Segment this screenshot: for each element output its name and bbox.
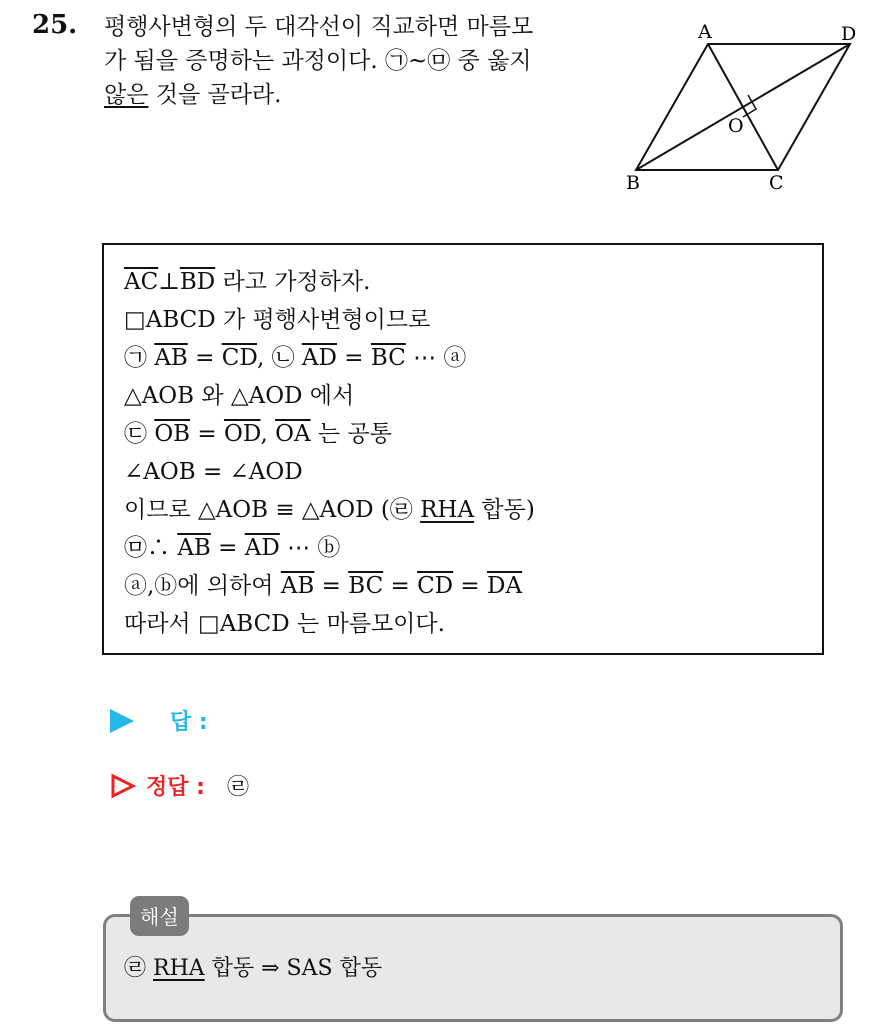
proof-box	[102, 243, 824, 655]
proof-line-4: △AOB 와 △AOD 에서	[124, 383, 355, 409]
proof-text: 이므로 △AOB ≡ △AOD (㉣	[124, 497, 421, 523]
proof-text: ⋯ ⓐ	[405, 345, 467, 371]
correct-answer-row	[110, 770, 249, 801]
question-text	[104, 10, 604, 112]
segment-od: $\overline{OD}$	[223, 421, 261, 447]
proof-text: 는 공통	[310, 421, 392, 447]
proof-text: ,	[260, 421, 276, 447]
segment-ab: $\overline{AB}$	[177, 535, 211, 561]
correct-answer-value: ㉣	[226, 775, 249, 800]
proof-text: =	[187, 345, 222, 371]
proof-text: =	[383, 573, 418, 599]
segment-ad: $\overline{AD}$	[244, 535, 280, 561]
question-line-3-rest: 것을 골라라.	[148, 82, 282, 108]
segment-bd: $\overline{BD}$	[179, 269, 216, 295]
answer-label: 답 :	[170, 710, 208, 735]
proof-line-10: 따라서 □ABCD 는 마름모이다.	[124, 611, 445, 637]
center-label-o: O	[728, 115, 744, 137]
proof-text: =	[210, 535, 245, 561]
proof-line-6: ∠AOB = ∠AOD	[124, 459, 303, 485]
segment-ab: $\overline{AB}$	[154, 345, 188, 371]
vertex-label-d: D	[841, 23, 857, 45]
segment-ob: $\overline{OB}$	[154, 421, 191, 447]
vertex-label-b: B	[626, 172, 640, 194]
proof-line-8	[124, 529, 822, 567]
outline-triangle-icon	[110, 773, 136, 799]
proof-line-2: □ABCD 가 평행사변형이므로	[124, 307, 431, 333]
proof-line-7	[124, 491, 822, 529]
rha-underlined: RHA	[420, 497, 475, 523]
proof-text: ⓐ,ⓑ에 의하여	[124, 573, 281, 599]
parallelogram-figure	[620, 18, 870, 198]
proof-text: 라고 가정하자.	[215, 269, 371, 295]
vertex-label-a: A	[698, 21, 712, 43]
diagonal-bd	[636, 44, 850, 170]
play-triangle-icon	[110, 709, 134, 733]
question-number: 25.	[32, 10, 78, 40]
proof-text: ㉤∴	[124, 535, 178, 561]
proof-text: ㉠	[124, 345, 155, 371]
correct-answer-label: 정답 :	[146, 775, 205, 800]
segment-cd: $\overline{CD}$	[417, 573, 454, 599]
vertex-label-c: C	[769, 172, 784, 194]
proof-text: =	[314, 573, 349, 599]
segment-bc: $\overline{BC}$	[348, 573, 384, 599]
perp-symbol: ⊥	[158, 269, 180, 295]
segment-oa: $\overline{OA}$	[275, 421, 311, 447]
segment-ab: $\overline{AB}$	[280, 573, 315, 599]
explanation-text	[124, 951, 382, 982]
answer-row	[110, 705, 208, 736]
explanation-part: ㉣	[124, 956, 153, 981]
proof-text: ㉢	[124, 421, 155, 447]
proof-text: =	[336, 345, 371, 371]
segment-ad: $\overline{AD}$	[301, 345, 337, 371]
segment-da: $\overline{DA}$	[487, 573, 523, 599]
underlined-word: 않은	[104, 82, 149, 108]
proof-text: 합동)	[474, 497, 535, 523]
explanation-part: 합동 ⇒ SAS 합동	[204, 956, 383, 981]
proof-line-1	[124, 263, 822, 301]
proof-line-9	[124, 567, 822, 605]
proof-line-3	[124, 339, 822, 377]
question-line-3	[104, 78, 604, 112]
explanation-tag: 해설	[130, 896, 189, 936]
rha-underlined: RHA	[153, 956, 205, 981]
segment-ac: $\overline{AC}$	[124, 269, 159, 295]
proof-text: , ㉡	[256, 345, 302, 371]
proof-text: ⋯ ⓑ	[279, 535, 341, 561]
question-line-2: 가 됨을 증명하는 과정이다. ㉠~㉤ 중 옳지	[104, 48, 532, 74]
proof-text: =	[453, 573, 488, 599]
segment-cd: $\overline{CD}$	[221, 345, 257, 371]
segment-bc: $\overline{BC}$	[370, 345, 406, 371]
proof-line-5	[124, 415, 822, 453]
proof-text: =	[190, 421, 224, 447]
question-line-1: 평행사변형의 두 대각선이 직교하면 마름모	[104, 14, 534, 40]
